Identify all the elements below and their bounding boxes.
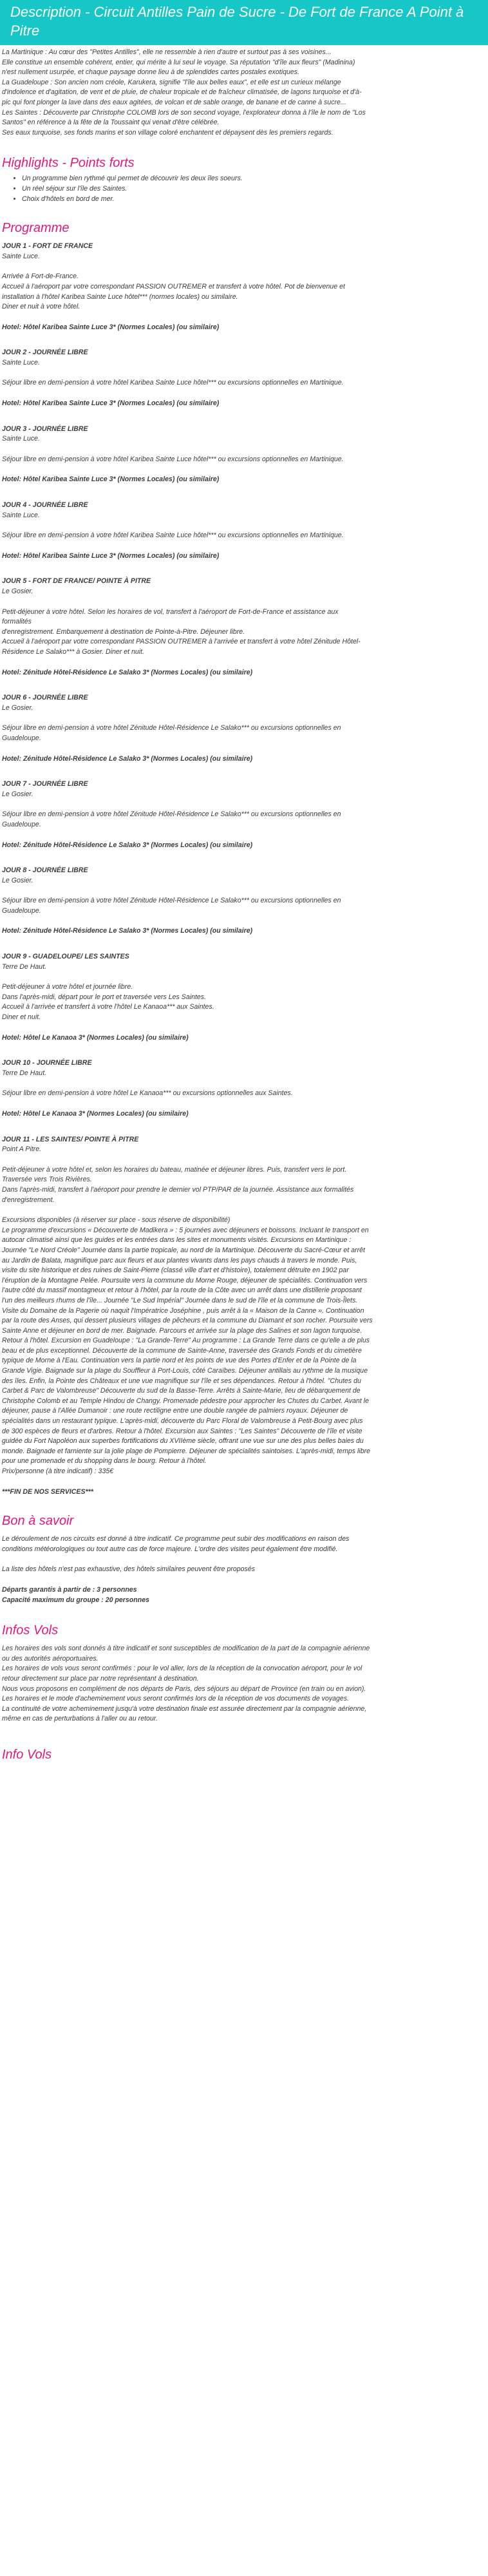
excursion-line: déjeuner, pause à l'Allée Dumanoir : une route rectiligne entre une double rangée de palmiers royaux. Déjeuner de (2, 1407, 348, 1415)
day-title: JOUR 2 - JOURNÉE LIBRE (2, 348, 88, 357)
highlight-item: • Un réel séjour sur l'île des Saintes. (22, 184, 488, 195)
day-title: JOUR 4 - JOURNÉE LIBRE (2, 501, 88, 510)
intro-line: Santos" en référence à la fête de la Toussaint qui venait d'être célébrée. (2, 119, 220, 127)
day-hotel: Hotel: Zénitude Hôtel-Résidence Le Salako 3* (Normes Locales) (ou similaire) (2, 754, 253, 763)
day-hotel: Hotel: Hôtel Karibea Sainte Luce 3* (Normes Locales) (ou similaire) (2, 551, 220, 560)
day-block (0, 937, 488, 1043)
end-of-services: ***FIN DE NOS SERVICES*** (2, 1487, 93, 1496)
excursion-line: Christophe Colomb et au Temple Hindou de Changy. Promenade pédestre pour approcher les Chutes du Carbet. Avant le (2, 1397, 370, 1405)
vols-line: ou des autorités aéroportuaires. (2, 1654, 99, 1663)
programme-heading: Programme (2, 221, 70, 236)
day-text: Accueil à l'arrivée et transfert à votre l'hôtel Le Kanaoa*** aux Saintes. (2, 1003, 214, 1011)
day-title: JOUR 9 - GUADELOUPE/ LES SAINTES (2, 953, 129, 961)
day-text: Guadeloupe. (2, 734, 41, 742)
programme-days (0, 236, 488, 1205)
day-block (0, 236, 488, 332)
day-text: installation à l'hôtel Karibea Sainte Luce hôtel*** (normes locales) ou similaire. (2, 292, 238, 301)
intro-line: La Guadeloupe : Son ancien nom créole, Karukera, signifie "l'île aux belles eaux", et elle est un curieux mélange (2, 78, 341, 86)
vols-line: Nous vous proposons en complément de nos départs de Paris, des séjours au départ de Province (en train ou en avion). (2, 1684, 366, 1693)
day-title: JOUR 10 - JOURNÉE LIBRE (2, 1059, 92, 1067)
day-title: JOUR 5 - FORT DE FRANCE/ POINTE À PITRE (2, 577, 151, 586)
day-text: formalités (2, 618, 32, 626)
bon-a-savoir-heading: Bon à savoir (2, 1514, 74, 1529)
day-place: Le Gosier. (2, 703, 33, 712)
excursion-line: au Jardin de Balata, magnifique parc aux fleurs et aux plantes vivants dans les pays chauds à travers le monde. Puis, (2, 1256, 357, 1264)
highlights-heading: Highlights - Points forts (2, 156, 135, 171)
excursion-line: Carbet & Parc de Valombreuse" Découverte du sud de la Basse-Terre. Arrêts à Sainte-Marie, lieu de débarquement de (2, 1387, 361, 1395)
vols-line: La continuité de votre acheminement jusqu'à votre destination finale est assurée directement par la compagnie aérienne, (2, 1704, 367, 1713)
day-hotel: Hotel: Hôtel Karibea Sainte Luce 3* (Normes Locales) (ou similaire) (2, 475, 220, 484)
day-block (0, 678, 488, 764)
day-hotel: Hotel: Zénitude Hôtel-Résidence Le Salako 3* (Normes Locales) (ou similaire) (2, 668, 253, 676)
day-text: Guadeloupe. (2, 820, 41, 828)
day-block (0, 1043, 488, 1119)
day-text: Dans l'après-midi, départ pour le port et traversée vers Les Saintes. (2, 993, 207, 1001)
day-text: Séjour libre en demi-pension à votre hôtel Karibea Sainte Luce hôtel*** ou excursions optionnelles en Martinique. (2, 379, 344, 387)
excursion-line: Excursions disponibles (à réserver sur place - sous réserve de disponibilité) (2, 1216, 230, 1225)
day-title: JOUR 1 - FORT DE FRANCE (2, 242, 93, 251)
highlights-list (0, 174, 488, 204)
day-block (0, 850, 488, 937)
day-text: Petit-déjeuner à votre hôtel et journée libre. (2, 983, 133, 991)
day-hotel: Hotel: Zénitude Hôtel-Résidence Le Salako 3* (Normes Locales) (ou similaire) (2, 927, 253, 935)
excursion-line: par la route des Anses, qui dessert plusieurs villages de pêcheurs et la commune du Diamant et son rocher. Poursuite vers (2, 1317, 373, 1325)
vols-line: retour directement sur place par notre représentant à destination. (2, 1674, 199, 1683)
highlight-item: • Un programme bien rythmé qui permet de découvrir les deux îles soeurs. (22, 174, 488, 184)
day-place: Terre De Haut. (2, 1069, 47, 1077)
excursion-line: Sainte Anne et déjeuner en bord de mer. Baignade. Parcours et arrivée sur la plage des Salines et son lagon turquoise. (2, 1326, 362, 1335)
excursion-line: l'un des meilleurs rhums de l'île... Journée "Le Sud Impérial" Journée dans le sud de l'île et la commune de Trois-Îlets. (2, 1296, 358, 1304)
excursion-line: Prix/personne (à titre indicatif) : 335€ (2, 1467, 114, 1475)
highlight-item: • Choix d'hôtels en bord de mer. (22, 195, 488, 205)
intro-line: d'indolence et d'agitation, de vent et de pluie, de chaleur tropicale et de fraîcheur climatisée, de lagons turquoise et d'à- (2, 88, 362, 97)
intro (2, 48, 488, 138)
day-place: Sainte Luce. (2, 358, 40, 367)
bas-line: Le déroulement de nos circuits est donné à titre indicatif. Ce programme peut subir des modifications en raison des (2, 1535, 350, 1543)
intro-line: Ses eaux turquoise, ses fonds marins et son village coloré enchantent et dépaysent dès les premiers regards. (2, 128, 333, 137)
day-title: JOUR 6 - JOURNÉE LIBRE (2, 694, 88, 702)
departs-garantis: Départs garantis à partir de : 3 personnes (2, 1585, 137, 1594)
day-text: Diner et nuit. (2, 1013, 41, 1022)
day-title: JOUR 3 - JOURNÉE LIBRE (2, 425, 88, 433)
day-place: Point A Pitre. (2, 1145, 42, 1154)
day-place: Le Gosier. (2, 790, 33, 798)
day-text: Résidence Le Salako*** à Gosier. Diner et nuit. (2, 647, 145, 656)
intro-line: Elle constitue un ensemble cohérent, entier, qui mérite à lui seul le voyage. Sa réputation "d'île aux fleurs" (Madinina) (2, 58, 355, 66)
day-place: Le Gosier. (2, 587, 33, 595)
info-vols-heading: Info Vols (2, 1747, 52, 1762)
day-block (0, 485, 488, 561)
vols-line: Les horaires de vols vous seront confirmés : pour le vol aller, lors de la réception de la convocation aéroport, pour le vol (2, 1665, 362, 1673)
day-title: JOUR 7 - JOURNÉE LIBRE (2, 780, 88, 788)
intro-line: Les Saintes : Découverte par Christophe COLOMB lors de son second voyage, l'explorateur donna à l'île le nom de "Los (2, 108, 366, 117)
day-text: d'enregistrement. (2, 1196, 55, 1204)
infos-vols (0, 1639, 488, 1724)
day-title: JOUR 11 - LES SAINTES/ POINTE À PITRE (2, 1135, 139, 1143)
day-hotel: Hotel: Zénitude Hôtel-Résidence Le Salako 3* (Normes Locales) (ou similaire) (2, 841, 253, 849)
day-text: Séjour libre en demi-pension à votre hôtel Zénitude Hôtel-Résidence Le Salako*** ou excursions optionnelles en (2, 724, 341, 732)
day-text: Séjour libre en demi-pension à votre hôtel Zénitude Hôtel-Résidence Le Salako*** ou excursions optionnelles en (2, 897, 341, 905)
excursion-line: beau et de plus exceptionnel. Découverte de la commune de Sainte-Anne, traversée des Grands Fonds et du cimetière (2, 1346, 362, 1355)
excursion-line: Le programme d'excursions « Découverte de Madikera » : 5 journées avec déjeuners et boissons. Incluant le transport en (2, 1226, 369, 1234)
day-block (0, 1120, 488, 1206)
day-hotel: Hotel: Hôtel Le Kanaoa 3* (Normes Locales) (ou similaire) (2, 1110, 189, 1118)
intro-line: pic qui font plonger la lave dans des eaux agitées, de volcan et de sable orange, de banane et de canne à sucre... (2, 98, 346, 106)
day-text: Diner et nuit à votre hôtel. (2, 303, 80, 311)
day-text: Guadeloupe. (2, 906, 41, 915)
vols-line: même en cas de perturbations à l'aller ou au retour. (2, 1715, 158, 1723)
day-text: Accueil à l'aéroport par votre correspondant PASSION OUTREMER à l'arrivée et transfert à votre hôtel Zénitude Hôtel- (2, 638, 361, 646)
excursion-line: l'éruption de la Montagne Pelée. Poursuite vers la commune du Morne Rouge, déjeuner de spécialités. Continuation vers (2, 1276, 368, 1284)
day-place: Sainte Luce. (2, 511, 40, 519)
day-block (0, 561, 488, 678)
excursion-line: visite du site historique et des ruines de Saint-Pierre (classé ville d'art et d'histoire), totalement détruite en 1902 par (2, 1266, 349, 1275)
day-block (0, 764, 488, 850)
day-text: Accueil à l'aéroport par votre correspondant PASSION OUTREMER et transfert à votre hôtel. Pot de bienvenue et (2, 282, 345, 291)
excursion-line: l'autre côté du massif montagneux et retour à l'hôtel, par la route de la Côte avec un arrêt dans une distillerie proposant (2, 1286, 362, 1295)
day-text: Séjour libre en demi-pension à votre hôtel Le Kanaoa*** ou excursions optionnelles aux Saintes. (2, 1089, 293, 1098)
capacite-max: Capacité maximum du groupe : 20 personnes (2, 1596, 150, 1604)
excursion-line: des îles. Enfin, la Pointe des Châteaux et une vue magnifique sur l'île et ses dépendances. Retour à l'hôtel. "Chutes du (2, 1377, 361, 1385)
day-text: Dans l'après-midi, transfert à l'aéroport pour prendre le dernier vol PTP/PAR de la journée. Assistance aux formalités (2, 1185, 354, 1194)
intro-line: La Martinique : Au cœur des "Petites Antilles", elle ne ressemble à rien d'autre et surtout pas à ses voisines... (2, 48, 332, 56)
day-place: Sainte Luce. (2, 252, 40, 260)
vols-line: Les horaires et le mode d'acheminement vous seront confirmés lors de la réception de vos documents de voyages. (2, 1695, 350, 1703)
day-text: d'enregistrement. Embarquement à destination de Pointe-à-Pitre. Déjeuner libre. (2, 627, 245, 636)
infos-vols-heading: Infos Vols (2, 1623, 59, 1638)
day-place: Terre De Haut. (2, 962, 47, 971)
day-block (0, 332, 488, 408)
excursion-line: Journée "Le Nord Créole" Journée dans la partie tropicale, au nord de la Martinique. Découverte du Sacré-Cœur et arrêt (2, 1246, 365, 1254)
day-hotel: Hotel: Hôtel Le Kanaoa 3* (Normes Locales) (ou similaire) (2, 1033, 189, 1042)
day-text: Arrivée à Fort-de-France. (2, 272, 79, 281)
excursion-line: pour une promenade et du shopping dans le bourg. Retour à l'hôtel. (2, 1457, 207, 1465)
bas-line: conditions météorologiques ou tout autre cas de force majeure. L'ordre des visites peut également être modifié. (2, 1545, 338, 1553)
excursions (0, 1205, 488, 1497)
bon-a-savoir (0, 1529, 488, 1605)
excursion-line: de 300 espèces de fleurs et d'arbres. Retour à l'hôtel. Excursion aux Saintes : "Les Saintes" Découverte de l'île et visite (2, 1427, 362, 1435)
excursion-line: Grande Vigie. Baignade sur la plage du Souffleur à Port-Louis, côté Caraïbes. Déjeuner antillais au rythme de la musique (2, 1367, 368, 1375)
excursion-line: monde. Baignade et farniente sur la jolie plage de Pompierre. Déjeuner de spécialités saintoises. L'après-midi, temps libre (2, 1447, 371, 1455)
bas-hotels-note: La liste des hôtels n'est pas exhaustive, des hôtels similaires peuvent être proposés (2, 1565, 256, 1574)
page-title: Description - Circuit Antilles Pain de Sucre - De Fort de France A Point à Pitre (10, 4, 464, 39)
day-place: Sainte Luce. (2, 435, 40, 443)
day-text: Traversée vers Trois Rivières. (2, 1176, 92, 1184)
day-text: Séjour libre en demi-pension à votre hôtel Karibea Sainte Luce hôtel*** ou excursions optionnelles en Martinique. (2, 455, 344, 463)
day-text: Séjour libre en demi-pension à votre hôtel Karibea Sainte Luce hôtel*** ou excursions optionnelles en Martinique. (2, 531, 344, 540)
page-title-bar (0, 0, 488, 45)
day-text: Petit-déjeuner à votre hôtel et, selon les horaires du bateau, matinée et déjeuner libres. Puis, transfert vers le port. (2, 1165, 347, 1174)
intro-line: n'est nullement usurpée, et chaque paysage donne lieu à de splendides cartes postales exotiques. (2, 68, 299, 77)
day-text: Séjour libre en demi-pension à votre hôtel Zénitude Hôtel-Résidence Le Salako*** ou excursions optionnelles en (2, 810, 341, 819)
day-place: Le Gosier. (2, 876, 33, 884)
excursion-line: Retour à l'hôtel. Excursion en Guadeloupe : "La Grande-Terre" Au programme : La Grande Terre dans ce qu'elle a de plus (2, 1337, 370, 1345)
day-title: JOUR 8 - JOURNÉE LIBRE (2, 866, 88, 875)
day-hotel: Hotel: Hôtel Karibea Sainte Luce 3* (Normes Locales) (ou similaire) (2, 323, 220, 331)
day-block (0, 409, 488, 485)
excursion-line: typique de Morne à l'Eau. Continuation vers la partie nord et les points de vue des Portes d'Enfer et de la Pointe de la (2, 1357, 357, 1365)
excursion-line: guidée du Fort Napoléon aux superbes fortifications du XVIIème siècle, offrant une vue sur une des plus belles baies du (2, 1437, 364, 1445)
vols-line: Les horaires des vols sont donnés à titre indicatif et sont susceptibles de modification de la part de la compagnie aérienne (2, 1645, 370, 1653)
day-text: Petit-déjeuner à votre hôtel. Selon les horaires de vol, transfert à l'aéroport de Fort-de-France et assistance aux (2, 607, 339, 616)
excursion-line: Visite du Domaine de la Pagerie où naquit l'Impératrice Joséphine , puis arrêt à la « Maison de la Canne ». Continuation (2, 1306, 364, 1315)
excursion-line: autocar climatisé ainsi que les guides et les entrées dans les sites et monuments visités. Excursions en Martinique : (2, 1236, 352, 1245)
day-hotel: Hotel: Hôtel Karibea Sainte Luce 3* (Normes Locales) (ou similaire) (2, 399, 220, 408)
excursion-line: spécialités dans un restaurant typique. L'après-midi, découverte du Parc Floral de Valombreuse à Petit-Bourg avec plus (2, 1417, 363, 1426)
